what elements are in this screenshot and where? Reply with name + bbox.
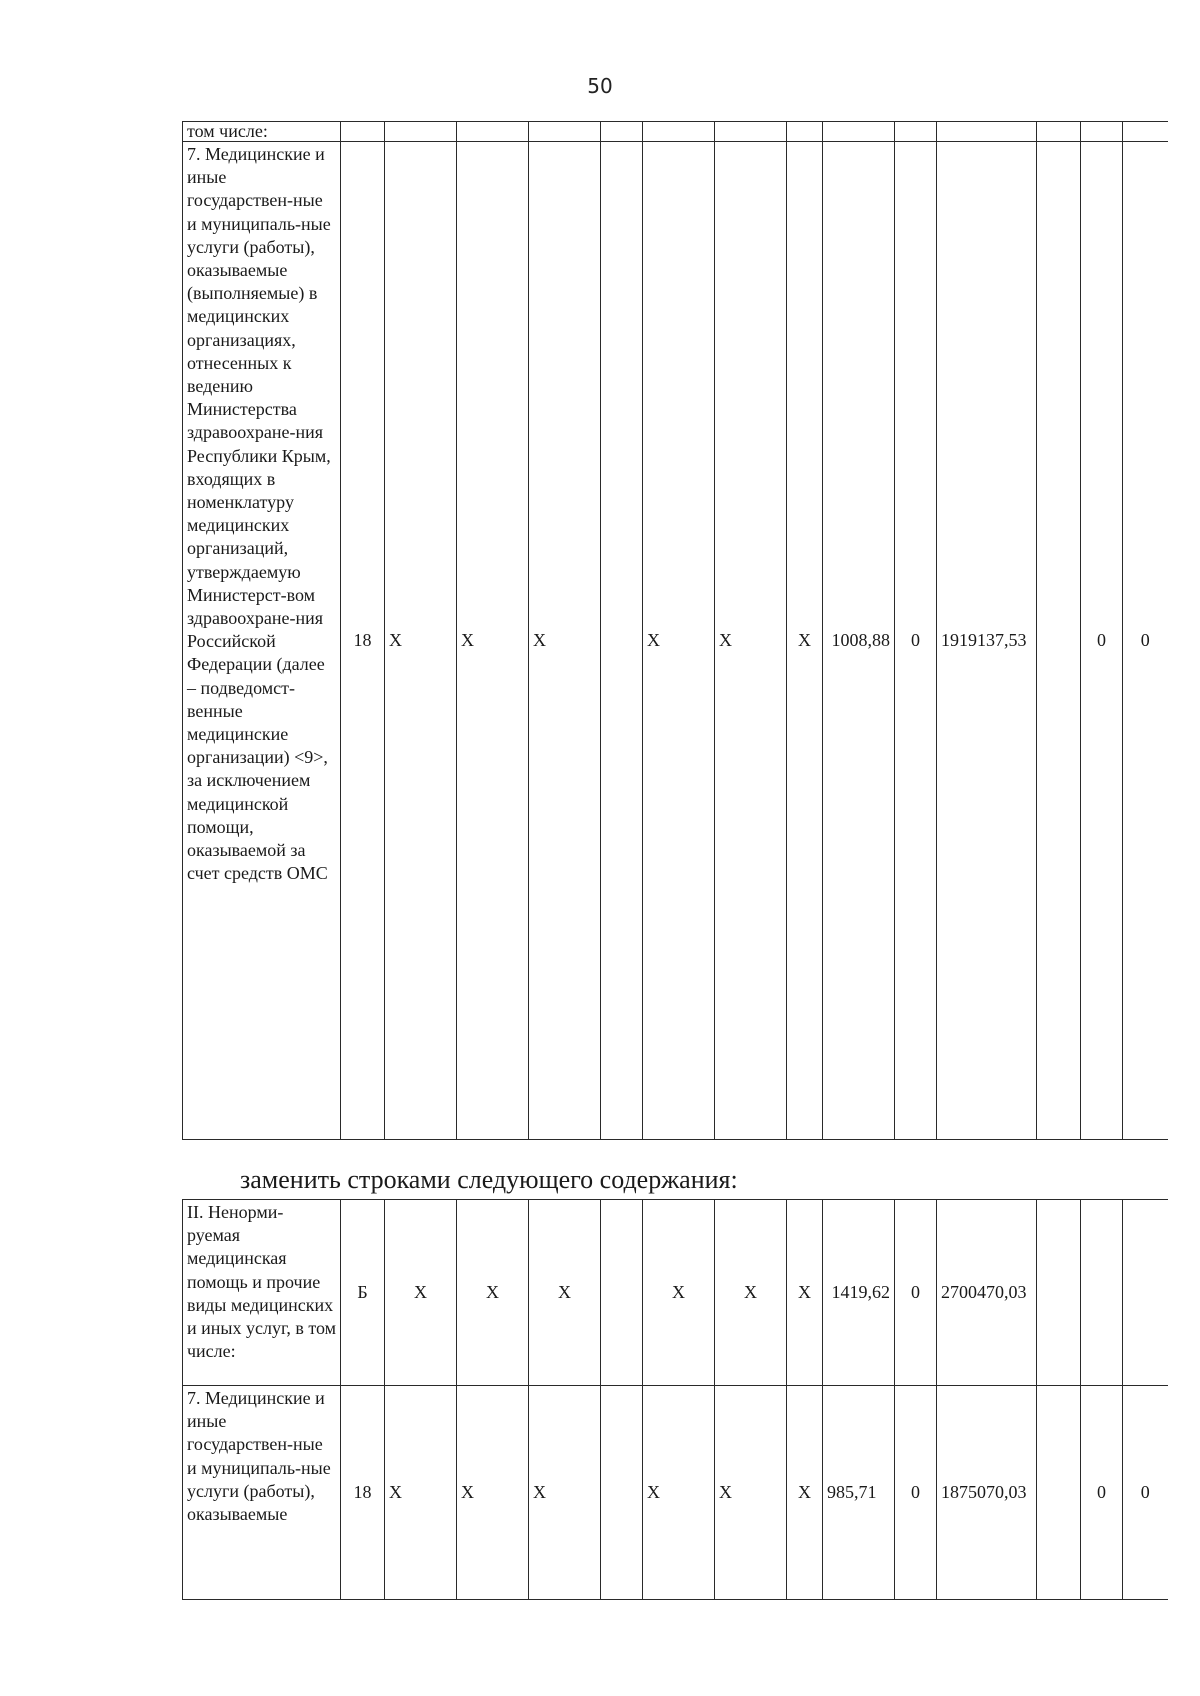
cell: Х (385, 1200, 457, 1386)
cell (601, 1386, 643, 1600)
cell: Х (715, 142, 787, 1140)
row-name: 7. Медицинские и иные государствен-ные и муниципаль-ные услуги (работы), оказываемые (выполняемые) в медицинских организациях, отнесенных к ведению Министерства здравоохране-ния Республики Крым, входящих в номенклатуру медицинских организаций, утверждаемую Министерст-вом здравоохране-ния Российской Федерации (далее – подведомст-венные медицинские организации) <9>, за исключением медицинской помощи, оказываемой за счет средств ОМС (183, 142, 341, 1140)
cell: Х (457, 1200, 529, 1386)
cell: 985,71 (823, 1386, 895, 1600)
cell: Х (643, 1386, 715, 1600)
row-name: II. Ненорми-руемая медицинская помощь и прочие виды медицинских и иных услуг, в том числе: (183, 1200, 341, 1386)
row-name: 7. Медицинские и иные государствен-ные и муниципаль-ные услуги (работы), оказываемые (183, 1386, 341, 1600)
cell (601, 122, 643, 142)
cell (601, 1200, 643, 1386)
cell: Х (715, 1200, 787, 1386)
cell: 0 (1123, 1386, 1168, 1600)
cell: 1919137,53 (937, 142, 1037, 1140)
cell: 0 (1081, 1386, 1123, 1600)
cell: 0 (1123, 142, 1168, 1140)
cell (937, 122, 1037, 142)
cell: Х (787, 142, 823, 1140)
cell (1123, 1200, 1168, 1386)
cell: Х (529, 1200, 601, 1386)
table-original-rows (182, 121, 1168, 1140)
cell (715, 122, 787, 142)
cell (1081, 122, 1123, 142)
cell: Х (529, 142, 601, 1140)
cell (385, 122, 457, 142)
cell (1081, 1200, 1123, 1386)
cell (457, 122, 529, 142)
row-name: том числе: (183, 122, 341, 142)
cell: Х (457, 142, 529, 1140)
cell: 1008,88 (823, 142, 895, 1140)
table-row (183, 142, 1168, 1140)
cell (787, 122, 823, 142)
cell: Х (643, 142, 715, 1140)
cell: Х (385, 142, 457, 1140)
cell (643, 122, 715, 142)
cell (601, 142, 643, 1140)
cell-line-code: 18 (341, 142, 385, 1140)
cell (1123, 122, 1168, 142)
cell (1037, 1200, 1081, 1386)
cell: Х (643, 1200, 715, 1386)
replace-heading: заменить строками следующего содержания: (240, 1165, 738, 1194)
table-row (183, 1386, 1168, 1600)
cell: Х (787, 1200, 823, 1386)
cell: Х (385, 1386, 457, 1600)
table-row (183, 1200, 1168, 1386)
cell: 2700470,03 (937, 1200, 1037, 1386)
cell (1037, 1386, 1081, 1600)
cell (895, 122, 937, 142)
table-row (183, 122, 1168, 142)
cell: Х (715, 1386, 787, 1600)
cell: 0 (895, 1386, 937, 1600)
cell: Х (529, 1386, 601, 1600)
cell-line-code (341, 122, 385, 142)
cell: 0 (895, 142, 937, 1140)
cell-line-code: 18 (341, 1386, 385, 1600)
cell (529, 122, 601, 142)
cell: 1875070,03 (937, 1386, 1037, 1600)
cell: 0 (895, 1200, 937, 1386)
page-number: 50 (587, 74, 613, 98)
cell (823, 122, 895, 142)
cell-line-code: Б (341, 1200, 385, 1386)
cell: 1419,62 (823, 1200, 895, 1386)
table-replacement-rows (182, 1199, 1168, 1600)
cell: Х (787, 1386, 823, 1600)
cell (1037, 122, 1081, 142)
cell: Х (457, 1386, 529, 1600)
cell (1037, 142, 1081, 1140)
cell: 0 (1081, 142, 1123, 1140)
